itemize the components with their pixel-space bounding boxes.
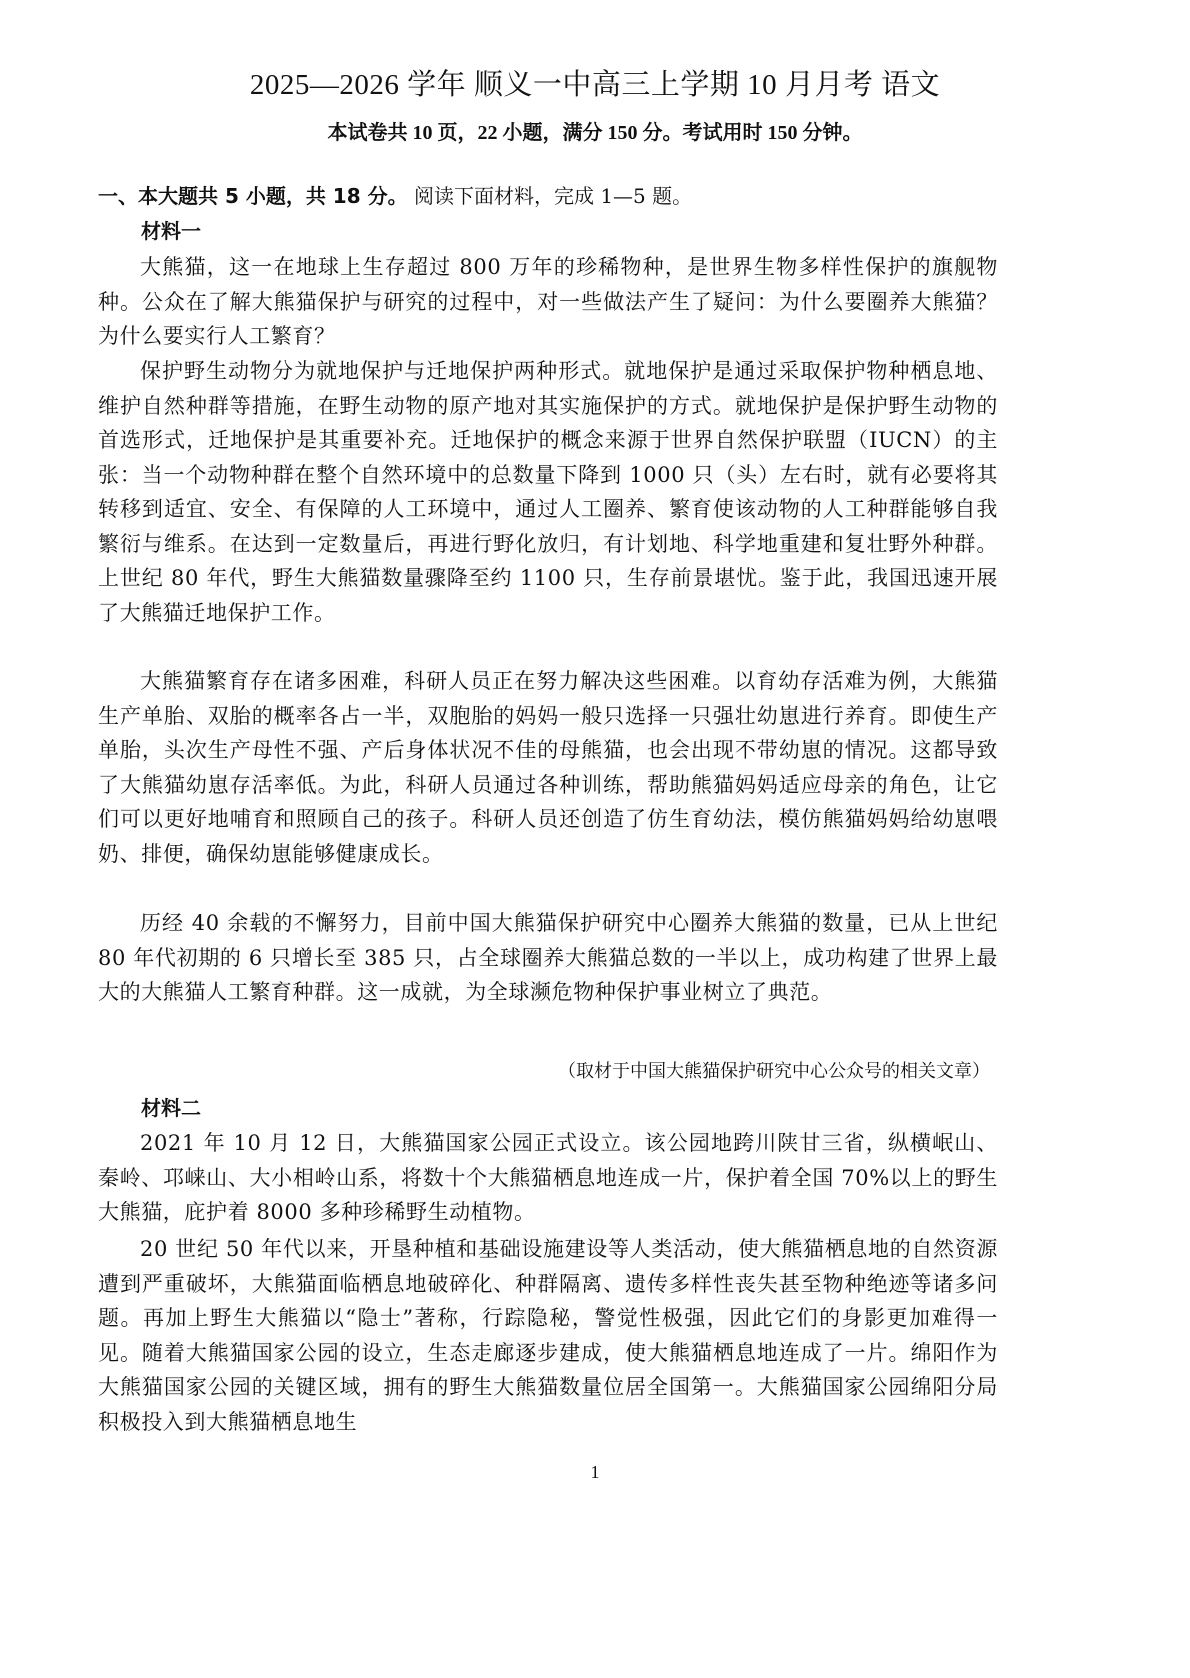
exam-title: 2025—2026 学年 顺义一中高三上学期 10 月月考 语文 <box>249 69 941 101</box>
material-two-paragraph: 20 世纪 50 年代以来，开垦种植和基础设施建设等人类活动，使大熊猫栖息地的自然资源遭到严重破坏，大熊猫面临栖息地破碎化、种群隔离、遗传多样性丧失甚至物种绝迹等诸多问题。再加上野生大熊猫以“隐士”著称，行踪隐秘，警觉性极强，因此它们的身影更加难得一见。随着大熊猫国家公园的设立，生态走廊逐步建成，使大熊猫栖息地连成了一片。绵阳作为大熊猫国家公园的关键区域，拥有的野生大熊猫数量位居全国第一。大熊猫国家公园绵阳分局积极投入到大熊猫栖息地生 <box>98 1237 998 1434</box>
material-one-source: （取材于中国大熊猫保护研究中心公众号的相关文章） <box>558 1061 990 1082</box>
section-heading <box>98 180 692 209</box>
section-heading-instruction: 阅读下面材料，完成 1—5 题。 <box>407 184 693 208</box>
material-one-label: 材料一 <box>141 219 201 243</box>
material-one-paragraph: 历经 40 余载的不懈努力，目前中国大熊猫保护研究中心圈养大熊猫的数量，已从上世纪 80 年代初期的 6 只增长至 385 只，占全球圈养大熊猫总数的一半以上，成功构建了世界上最大的大熊猫人工繁育种群。这一成就，为全球濒危物种保护事业树立了典范。 <box>98 911 998 1004</box>
material-one-paragraph: 大熊猫繁育存在诸多困难，科研人员正在努力解决这些困难。以育幼存活难为例，大熊猫生产单胎、双胎的概率各占一半，双胞胎的妈妈一般只选择一只强壮幼崽进行养育。即使生产单胎，头次生产母性不强、产后身体状况不佳的母熊猫，也会出现不带幼崽的情况。这都导致了大熊猫幼崽存活率低。为此，科研人员通过各种训练，帮助熊猫妈妈适应母亲的角色，让它们可以更好地哺育和照顾自己的孩子。科研人员还创造了仿生育幼法，模仿熊猫妈妈给幼崽喂奶、排便，确保幼崽能够健康成长。 <box>98 669 998 866</box>
section-heading-bold: 一、本大题共 5 小题，共 18 分。 <box>98 184 408 208</box>
material-one-paragraph: 大熊猫，这一在地球上生存超过 800 万年的珍稀物种，是世界生物多样性保护的旗舰物种。公众在了解大熊猫保护与研究的过程中，对一些做法产生了疑问：为什么要圈养大熊猫？为什么要实行人工繁育？ <box>98 255 998 348</box>
material-one-paragraph: 保护野生动物分为就地保护与迁地保护两种形式。就地保护是通过采取保护物种栖息地、维护自然种群等措施，在野生动物的原产地对其实施保护的方式。就地保护是保护野生动物的首选形式，迁地保护是其重要补充。迁地保护的概念来源于世界自然保护联盟（IUCN）的主张：当一个动物种群在整个自然环境中的总数量下降到 1000 只（头）左右时，就有必要将其转移到适宜、安全、有保障的人工环境中，通过人工圈养、繁育使该动物的人工种群能够自我繁衍与维系。在达到一定数量后，再进行野化放归，有计划地、科学地重建和复壮野外种群。上世纪 80 年代，野生大熊猫数量骤降至约 1100 只，生存前景堪忧。鉴于此，我国迅速开展了大熊猫迁地保护工作。 <box>98 359 998 625</box>
material-two-paragraph: 2021 年 10 月 12 日，大熊猫国家公园正式设立。该公园地跨川陕甘三省，纵横岷山、秦岭、邛崃山、大小相岭山系，将数十个大熊猫栖息地连成一片，保护着全国 70%以上的野生大熊猫，庇护着 8000 多种珍稀野生动植物。 <box>98 1131 998 1224</box>
material-two-label: 材料二 <box>141 1096 201 1120</box>
exam-subtitle: 本试卷共 10 页，22 小题，满分 150 分。考试用时 150 分钟。 <box>327 122 863 144</box>
page-number: 1 <box>590 1462 600 1482</box>
